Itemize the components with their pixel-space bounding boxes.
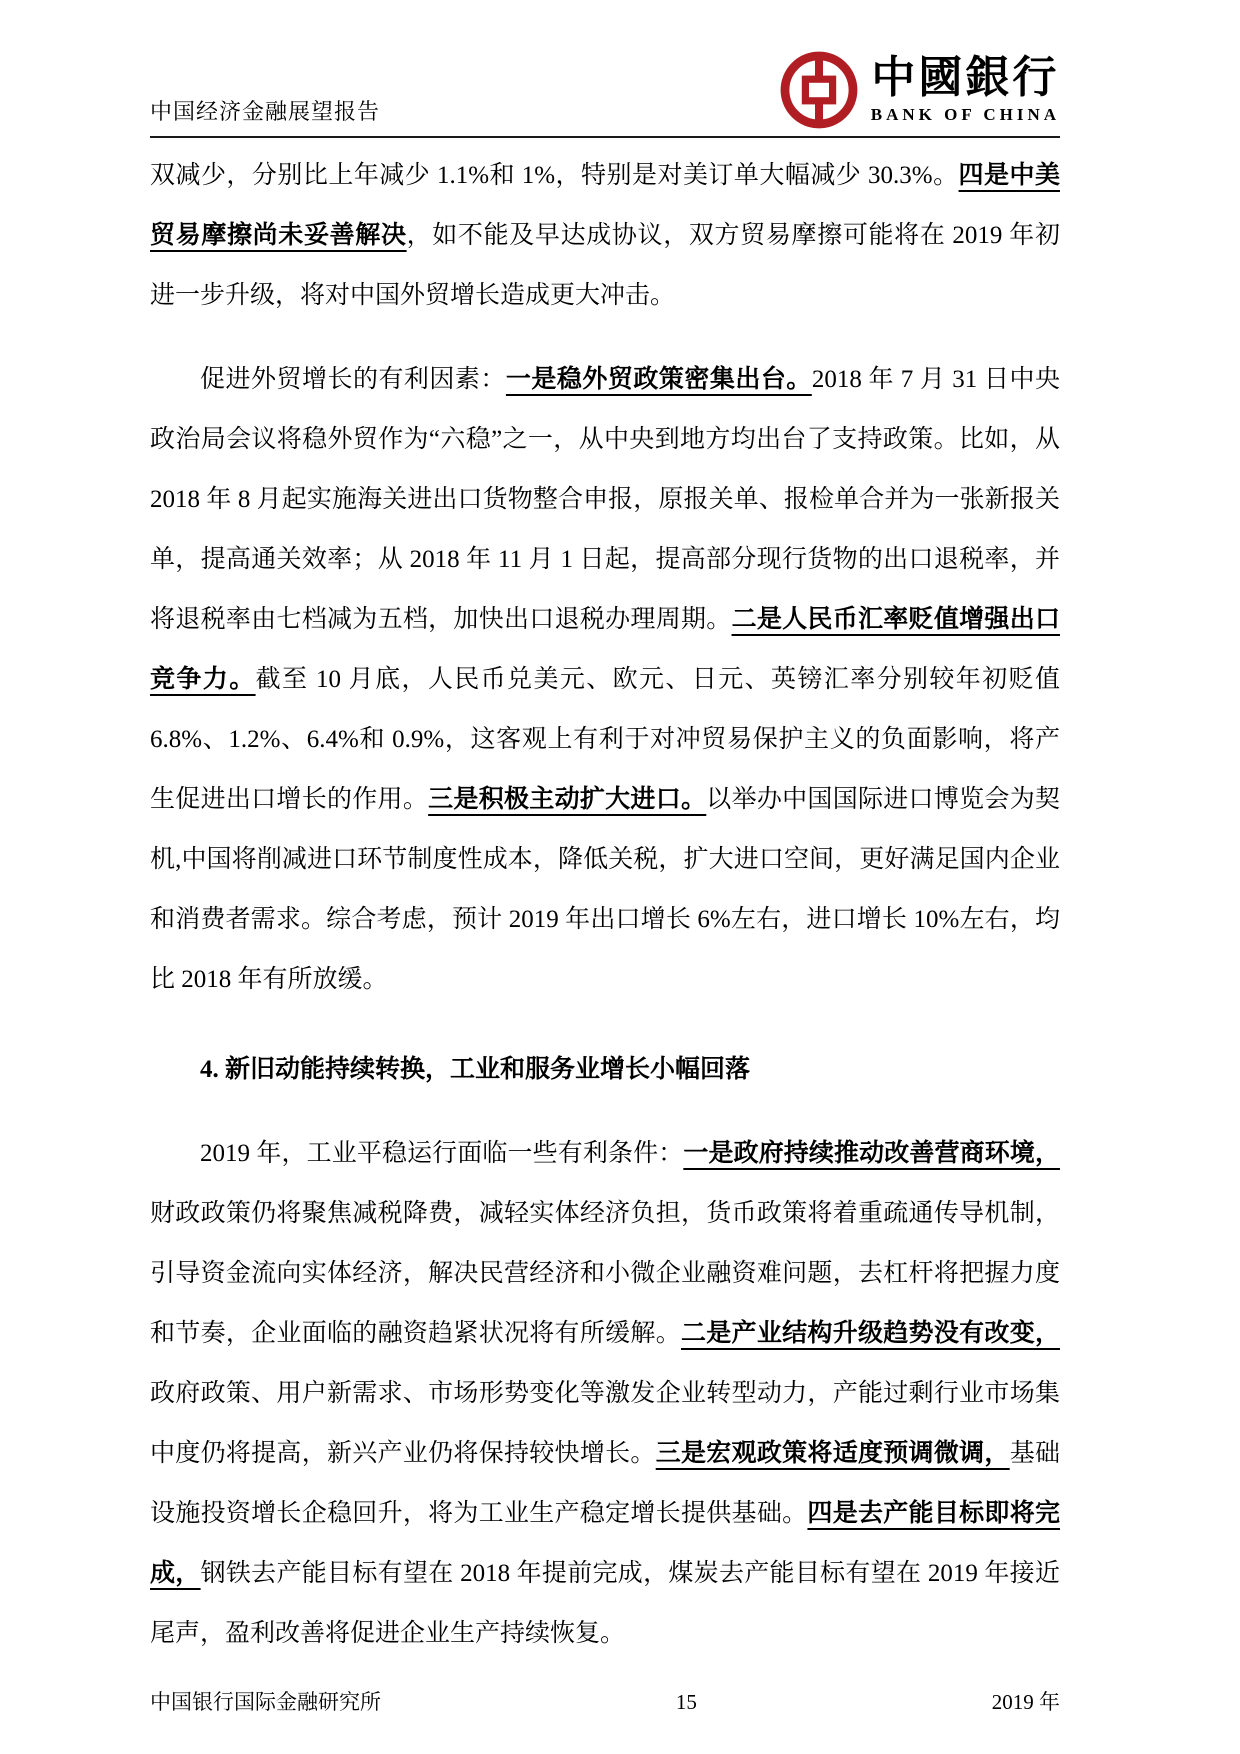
footer-year: 2019 年 [991,1690,1060,1714]
report-title: 中国经济金融展望报告 [150,99,381,124]
text-segment: 以举办中国国际进口博览会为契机,中国将削减进口环节制度性成本，降低关税，扩大进口空间，更好满足国内企业和消费者需求。综合考虑，预计 2019 年出口增长 6%左右，进口增长 10%左右，均比 2018 年有所放缓。 [150,786,1060,993]
paragraph-trade-friction [150,146,1060,326]
text-segment: 2019 年，工业平稳运行面临一些有利条件： [200,1140,684,1167]
section-heading-industry-services: 4. 新旧动能持续转换，工业和服务业增长小幅回落 [200,1056,751,1083]
text-segment: 钢铁去产能目标有望在 2018 年提前完成，煤炭去产能目标有望在 2019 年接近尾声，盈利改善将促进企业生产持续恢复。 [150,1560,1060,1647]
emphasis-segment: 一是稳外贸政策密集出台。 [505,366,812,393]
boc-logo-text [871,55,1060,124]
footer-institution: 中国银行国际金融研究所 [150,1690,381,1714]
boc-logo-chinese-name: 中國銀行 [871,53,1060,103]
text-segment: 基础设施投资增长企稳回升，将为工业生产稳定增长提供基础。 [150,1440,1060,1527]
text-segment: 政府政策、用户新需求、市场形势变化等激发企业转型动力，产能过剩行业市场集中度仍将提高，新兴产业仍将保持较快增长。 [150,1380,1060,1467]
text-segment: 双减少，分别比上年减少 1.1%和 1%，特别是对美订单大幅减少 30.3%。 [150,162,959,189]
text-segment: ，如不能及早达成协议，双方贸易摩擦可能将在 2019 年初进一步升级，将对中国外贸增长造成更大冲击。 [150,222,1060,309]
emphasis-segment: 四是去产能目标即将完成， [150,1500,1060,1587]
emphasis-segment: 二是人民币汇率贬值增强出口竞争力。 [150,606,1060,693]
boc-logo [779,50,1060,136]
text-segment: 截至 10 月底，人民币兑美元、欧元、日元、英镑汇率分别较年初贬值 6.8%、1.2%、6.4%和 0.9%，这客观上有利于对冲贸易保护主义的负面影响，将产生促进出口增长的作用。 [150,666,1060,813]
page-header [150,34,1060,138]
boc-emblem-icon [779,50,859,130]
document-body [150,146,1060,1688]
page-footer [150,1686,1060,1716]
paragraph-industry-conditions [150,1124,1060,1664]
emphasis-segment: 四是中美贸易摩擦尚未妥善解决 [150,162,1060,249]
emphasis-segment: 二是产业结构升级趋势没有改变， [680,1320,1060,1347]
emphasis-segment: 一是政府持续推动改善营商环境， [683,1140,1060,1167]
text-segment: 促进外贸增长的有利因素： [200,366,506,393]
emphasis-segment: 三是宏观政策将适度预调微调， [655,1440,1010,1467]
paragraph-favorable-export-factors [150,350,1060,1010]
text-segment: 2018 年 7 月 31 日中央政治局会议将稳外贸作为“六稳”之一，从中央到地方均出台了支持政策。比如，从 2018 年 8 月起实施海关进出口货物整合申报，原报关单、报检单合并为一张新报关单，提高通关效率；从 2018 年 11 月 1 日起，提高部分现行货物的出口退税率，并将退税率由七档减为五档，加快出口退税办理周期。 [150,366,1060,633]
text-segment: 财政政策仍将聚焦减税降费，减轻实体经济负担，货币政策将着重疏通传导机制，引导资金流向实体经济，解决民营经济和小微企业融资难问题，去杠杆将把握力度和节奏，企业面临的融资趋紧状况将有所缓解。 [150,1200,1060,1347]
boc-logo-english-name: BANK OF CHINA [870,104,1060,124]
page-number: 15 [675,1690,697,1714]
emphasis-segment: 三是积极主动扩大进口。 [428,786,707,813]
